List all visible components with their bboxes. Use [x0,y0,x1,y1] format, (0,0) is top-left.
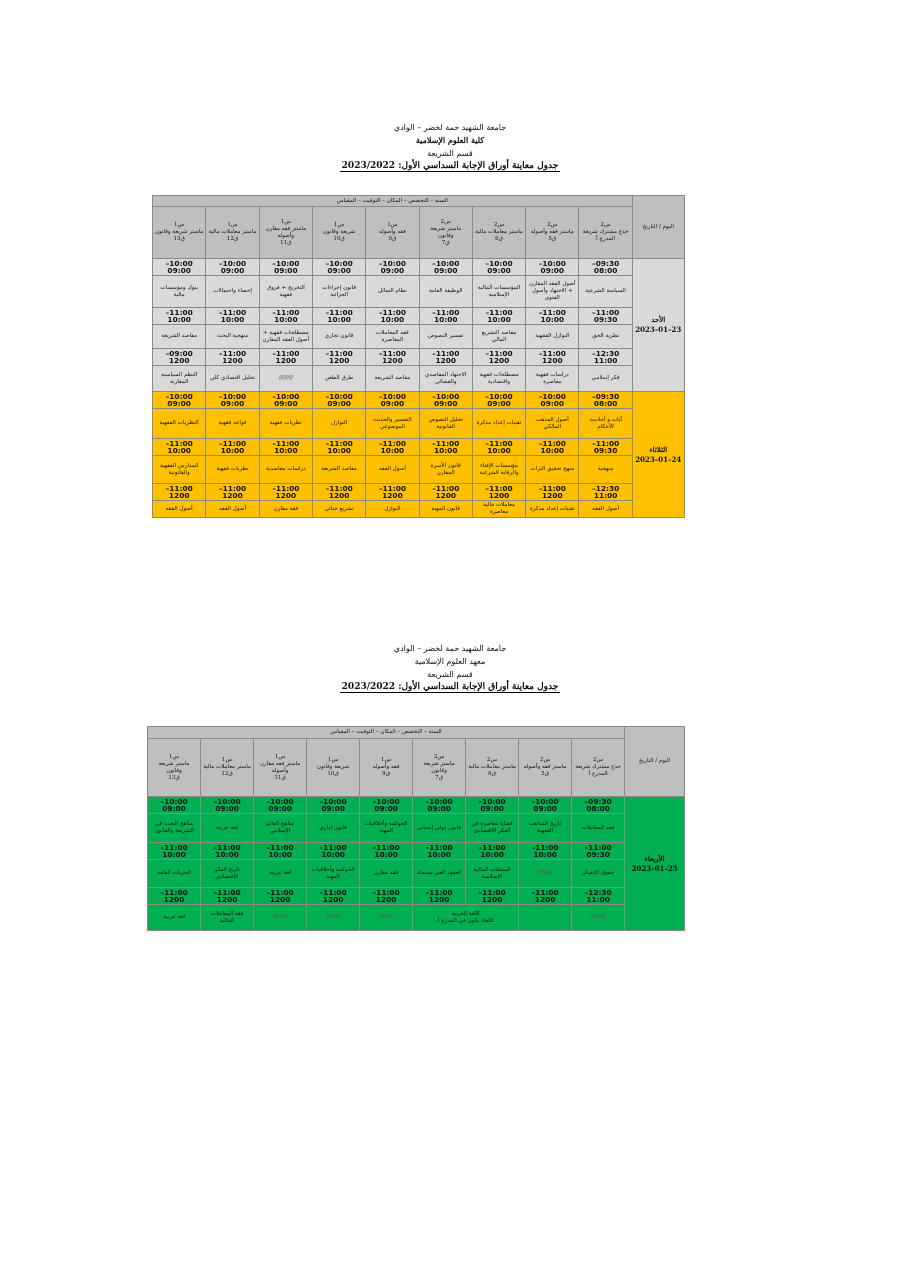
subject-cell: أصول الفقه [206,501,259,518]
table-row [153,484,685,501]
table-row [153,276,685,308]
subject-cell: نظام التماثل [366,276,419,308]
column-header: س1 ماستر معاملات مالية ق12 [206,207,259,259]
subject-cell: لغة عربية [254,860,307,888]
time-cell: 09:30–08:00 [579,392,632,409]
time-cell: 11:00– 1200 [466,888,519,905]
time-cell: 11:00–10:00 [312,439,365,456]
column-header: س2 جذع مشترك شريعة المدرج أ [572,739,625,797]
time-cell: 10:00–09:00 [366,392,419,409]
time-cell: 10:00–09:00 [259,259,312,276]
time-cell: 10:00–09:00 [419,259,472,276]
subject-cell: ////////// [572,905,625,931]
subject-cell: ////////// [360,905,413,931]
subject-cell: ////////// [519,860,572,888]
subject-cell: مصطلحات فقهية + أصول الفقه المقارن [259,325,312,349]
time-cell: 11:00– 1200 [254,888,307,905]
subject-cell: التخريج + فروق فقهية [259,276,312,308]
subject-cell: قواعد فقهية [206,409,259,439]
subject-cell: ////////// [254,905,307,931]
subject-cell: مناهج البحث في الشريعة والقانون [148,814,201,843]
subject-cell: تحليل اقتصادي كلي [206,366,259,392]
subject-cell: ////////// [307,905,360,931]
subject-cell: تقنيات إعداد مذكرة [526,501,579,518]
schedule-title: جدول معاينة أوراق الإجابة السداسي الأول: 2023/2022 [341,161,559,171]
time-cell: 11:00– 1200 [419,349,472,366]
subject-cell: مقاصد الشريعة [153,325,206,349]
time-cell: 11:00– 1200 [360,888,413,905]
columns-header-row [148,739,685,797]
time-cell: 11:00–09:30 [579,308,632,325]
time-cell: 10:00–09:00 [466,797,519,814]
time-cell: 09:00– 1200 [153,349,206,366]
day-cell-sunday: الأحد 23–01–2023 [632,259,684,392]
column-header: س1 ماستر معاملات مالية ق12 [201,739,254,797]
column-header: س1 ماستر شريعة وقانون ق13 [153,207,206,259]
time-cell: 11:00– 1200 [472,484,525,501]
institute-name: معهد العلوم الإسلامية [414,657,486,666]
time-cell: 10:00–09:00 [307,797,360,814]
subject-cell: تحليل النصوص القانونية [419,409,472,439]
time-cell: 10:00–09:00 [201,797,254,814]
time-cell: 11:00–10:00 [201,843,254,860]
time-cell: 10:00–09:00 [206,259,259,276]
subject-cell: حقوق الإنسان [572,860,625,888]
subject-cell: المؤسسات المالية الإسلامية [472,276,525,308]
subject-cell: نظرية الحق [579,325,632,349]
time-cell: 11:00– 1200 [206,484,259,501]
column-header: س2 جذع مشترك شريعة المدرج أ [579,207,632,259]
subject-cell: لغة عربية [201,814,254,843]
time-cell: 11:00–10:00 [360,843,413,860]
subject-cell: السياسة الشرعية [579,276,632,308]
table-row [153,259,685,276]
subject-cell: فقه مقارن [360,860,413,888]
subject-cell: المنتجات المالية الإسلامية [466,860,519,888]
time-cell: 10:00–09:00 [206,392,259,409]
column-header: س1 شريعة وقانون ق10 [307,739,360,797]
table-row [148,814,685,843]
time-cell: 10:00–09:00 [312,259,365,276]
subject-cell: منهجية [579,456,632,484]
subject-cell: مقاصد الشريعة [366,366,419,392]
time-cell: 10:00–09:00 [148,797,201,814]
time-cell: 11:00– 1200 [206,349,259,366]
time-cell: 11:00–10:00 [206,439,259,456]
time-cell: 11:00– 1200 [312,484,365,501]
table-row [148,860,685,888]
subject-cell: بنوك ومؤسسات مالية [153,276,206,308]
subject-cell: النظريات الفقهية [153,409,206,439]
subject-cell: قانون تجاري [312,325,365,349]
subject-cell: فقه المعاملات المعاصرة [366,325,419,349]
subject-cell: نظريات فقهية [206,456,259,484]
subject-cell: مقاصد الشريعة [312,456,365,484]
university-name: جامعة الشهيد حمة لخضر – الوادي [393,123,507,132]
subject-cell: دراسات فقهية معاصرة [526,366,579,392]
subject-cell: مؤسسات الإفتاء والرقابة الشرعية [472,456,525,484]
time-cell: 11:00– 1200 [366,349,419,366]
time-cell: 11:00– 1200 [259,484,312,501]
subject-cell: قانون إجراءات الجزائية [312,276,365,308]
time-cell: 11:00– 1200 [148,888,201,905]
subject-cell: قانون الأسرة المقارن [419,456,472,484]
time-cell: 11:00–10:00 [254,843,307,860]
subject-cell: إحصاء واحتمالات [206,276,259,308]
subject-cell: فكر إسلامي [579,366,632,392]
time-cell: 11:00–10:00 [259,439,312,456]
column-header: س1 ماستر فقه مقارن وأصوله ق11 [259,207,312,259]
subject-cell: النوازل [366,501,419,518]
time-cell: 11:00–10:00 [148,843,201,860]
subject-cell: النظم السياسية المقارنة [153,366,206,392]
table-row [153,501,685,518]
time-cell: 11:00– 1200 [526,349,579,366]
time-cell: 10:00–09:00 [153,392,206,409]
table-row [153,308,685,325]
subject-cell: فقه مقارن [259,501,312,518]
subject-cell: الوظيفة العامة [419,276,472,308]
time-cell: 11:00–09:30 [572,843,625,860]
time-cell: 11:00–10:00 [206,308,259,325]
heading-block-1 [0,121,900,173]
department-name: قسم الشريعة [427,149,473,158]
time-cell: 12:30–11:00 [579,484,632,501]
subject-cell: معاملات مالية معاصرة [472,501,525,518]
time-cell: 10:00–09:00 [519,797,572,814]
subject-cell: تشريع جنائي [312,501,365,518]
subject-cell: المدارس الفقهية والقانونية [153,456,206,484]
subject-cell [519,905,572,931]
table-row [148,797,685,814]
time-cell: 10:00–09:00 [472,259,525,276]
time-cell: 11:00–10:00 [526,308,579,325]
subject-cell: آيات و أحاديث الأحكام [579,409,632,439]
table-row [148,905,685,931]
column-header: س2 ماستر فقه وأصوله ق5 [526,207,579,259]
table-row [153,409,685,439]
time-cell: 11:00–10:00 [419,308,472,325]
time-cell: 11:00–10:00 [472,439,525,456]
university-name: جامعة الشهيد حمة لخضر – الوادي [393,644,507,653]
column-header: س2 ماستر معاملات مالية ق6 [472,207,525,259]
time-cell: 11:00– 1200 [366,484,419,501]
table-row [148,843,685,860]
time-cell: 10:00–09:00 [526,259,579,276]
subject-cell: أصول المذهب المالكي [526,409,579,439]
subject-cell: أصول الفقه [579,501,632,518]
time-cell: 11:00– 1200 [307,888,360,905]
subject-cell: الحوكمة وأخلاقيات المهنة [307,860,360,888]
subject-cell: أصول الفقه المقارن + الاجتهاد وأصول الفتوى [526,276,579,308]
time-cell: 10:00–09:00 [472,392,525,409]
time-cell: 11:00–10:00 [413,843,466,860]
table-row [153,325,685,349]
day-cell-wednesday: الأربعاء 25–01–2023 [625,797,685,931]
time-cell: 11:00–10:00 [466,843,519,860]
time-cell: 12:30–11:00 [579,349,632,366]
subject-cell: دراسات مقاصدية [259,456,312,484]
subject-cell: تاريخ الفكر الاقتصادي [201,860,254,888]
subject-cell: نظريات فقهية [259,409,312,439]
faculty-name: كلية العلوم الإسلامية [415,135,485,145]
time-cell: 10:00–09:00 [254,797,307,814]
time-cell: 11:00– 1200 [419,484,472,501]
table-row [153,392,685,409]
subject-cell: الحوكمة وأخلاقيات المهنة [360,814,413,843]
table-row [153,456,685,484]
subject-cell: قانون المهنة [419,501,472,518]
merged-subject-cell: اللغة العربية اللقاء يكون في المدرج أ [413,905,519,931]
subject-cell: أصول الفقه [366,456,419,484]
time-cell: 11:00–10:00 [519,843,572,860]
subject-cell: التفسير والحديث الموضوعي [366,409,419,439]
time-cell: 11:00–10:00 [153,308,206,325]
table-row [153,349,685,366]
subject-cell: قانون دولي إنساني [413,814,466,843]
day-date-header: اليوم / التاريخ [625,727,685,797]
column-header: س1 فقه وأصوله ق9 [366,207,419,259]
subject-cell: قانون إداري [307,814,360,843]
schedule-table-1 [152,195,685,518]
schedule-table-2 [147,726,685,931]
subject-cell: مقاصد التشريع المالي [472,325,525,349]
department-name: قسم الشريعة [427,670,473,679]
columns-top-header: السنة – التخصص – المكان – التوقيت – المقياس [148,727,625,739]
column-header: س2 ماستر فقه وأصوله ق5 [519,739,572,797]
subject-cell: ////////// [259,366,312,392]
subject-cell: فقه المعاملات [572,814,625,843]
time-cell: 11:00–10:00 [366,308,419,325]
column-header: س1 شريعة وقانون ق10 [312,207,365,259]
table-row [153,439,685,456]
time-cell: 11:00–10:00 [526,439,579,456]
time-cell: 11:00–10:00 [472,308,525,325]
subject-cell: العقود الغير مسماة [413,860,466,888]
columns-top-header: السنة – التخصص – المكان – التوقيت – المقياس [153,196,633,207]
subject-cell: مصطلحات فقهية واقتصادية [472,366,525,392]
subject-cell: تاريخ المذاهب الفقهية [519,814,572,843]
time-cell: 09:30–08:00 [579,259,632,276]
time-cell: 10:00–09:00 [153,259,206,276]
table-row [153,366,685,392]
subject-cell: طرق الطعن [312,366,365,392]
column-header: س2 ماستر شريعة وقانون ق7 [413,739,466,797]
subject-cell: النوازل [312,409,365,439]
time-cell: 11:00– 1200 [526,484,579,501]
columns-header-row [153,207,685,259]
subject-cell: منهج تحقيق التراث [526,456,579,484]
column-header: س2 ماستر معاملات مالية ق6 [466,739,519,797]
day-date-header: اليوم / التاريخ [632,196,684,259]
column-header: س1 ماستر فقه مقارن وأصوله ق11 [254,739,307,797]
time-cell: 12:30–11:00 [572,888,625,905]
time-cell: 10:00–09:00 [419,392,472,409]
time-cell: 11:00– 1200 [519,888,572,905]
subject-cell: تفسير النصوص [419,325,472,349]
subject-cell: منهجية البحث [206,325,259,349]
time-cell: 10:00–09:00 [360,797,413,814]
time-cell: 11:00– 1200 [153,484,206,501]
time-cell: 09:30–08:00 [572,797,625,814]
column-header: س2 ماستر شريعة وقانون ق7 [419,207,472,259]
time-cell: 11:00– 1200 [472,349,525,366]
time-cell: 11:00–10:00 [419,439,472,456]
subject-cell: فقه المعاملات المالية [201,905,254,931]
time-cell: 11:00– 1200 [201,888,254,905]
heading-block-2 [0,642,900,694]
table-row [148,888,685,905]
subject-cell: لغة عربية [148,905,201,931]
schedule-title: جدول معاينة أوراق الإجابة السداسي الأول: 2023/2022 [341,682,559,692]
time-cell: 11:00– 1200 [413,888,466,905]
subject-cell: قضايا معاصرة في الفكر الاقتصادي [466,814,519,843]
subject-cell: النوازل الفقهية [526,325,579,349]
time-cell: 10:00–09:00 [312,392,365,409]
time-cell: 11:00–10:00 [307,843,360,860]
time-cell: 11:00– 1200 [312,349,365,366]
subject-cell: الحريات العامة [148,860,201,888]
column-header: س1 فقه وأصوله ق9 [360,739,413,797]
subject-cell: الاجتهاد المقاصدي والقضائي [419,366,472,392]
subject-cell: أصول الفقه [153,501,206,518]
time-cell: 10:00–09:00 [526,392,579,409]
subject-cell: تقنيات إعداد مذكرة [472,409,525,439]
time-cell: 10:00–09:00 [259,392,312,409]
time-cell: 10:00–09:00 [413,797,466,814]
column-header: س1 ماستر شريعة وقانون ق13 [148,739,201,797]
time-cell: 11:00–10:00 [312,308,365,325]
time-cell: 11:00–10:00 [259,308,312,325]
time-cell: 11:00–10:00 [366,439,419,456]
time-cell: 10:00–09:00 [366,259,419,276]
day-cell-tuesday: الثلاثاء 24–01–2023 [632,392,684,518]
time-cell: 11:00–09:30 [579,439,632,456]
time-cell: 11:00– 1200 [259,349,312,366]
time-cell: 11:00–10:00 [153,439,206,456]
subject-cell: مناهج العالم الإسلامي [254,814,307,843]
